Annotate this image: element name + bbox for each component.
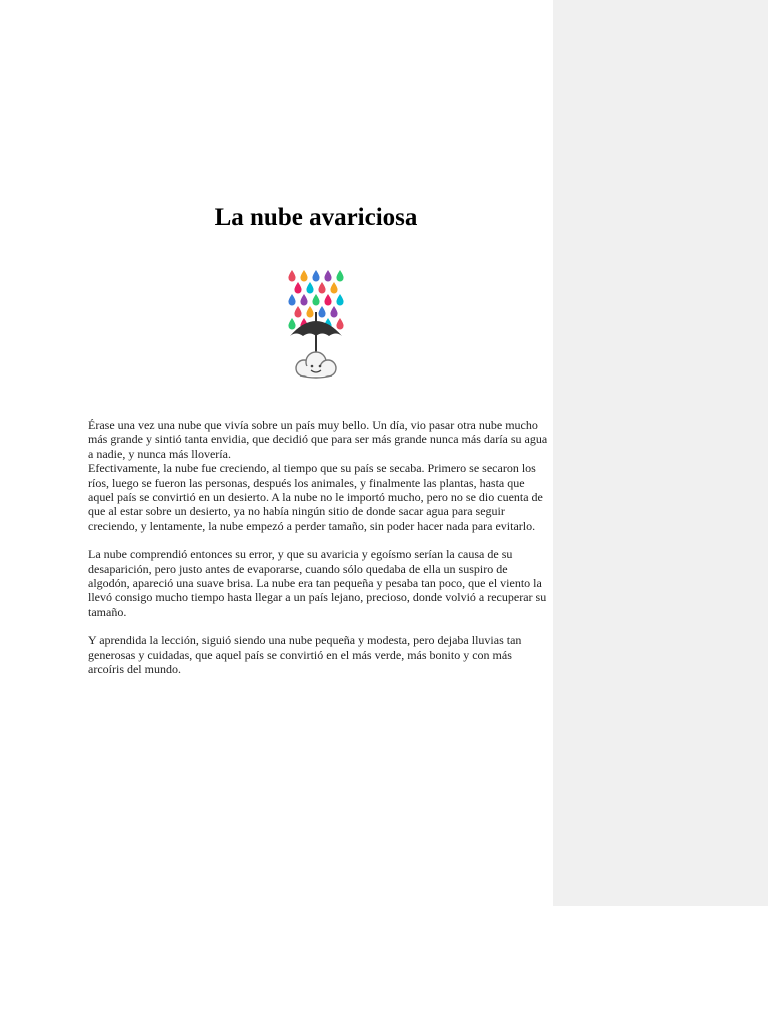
- raindrop: [288, 270, 295, 282]
- story-paragraph-3: La nube comprendió entonces su error, y que su avaricia y egoísmo serían la causa de su desaparición, pero justo antes de evaporarse, cuando sólo quedaba de ella un suspiro de algodón, apareció una suave brisa. La nube era tan pequeña y pesaba tan poco, que el viento la llevó consigo mucho tiempo hasta llegar a un país lejano, precioso, donde volvió a recuperar su tamaño.: [88, 547, 547, 619]
- comment-pane: [553, 0, 768, 906]
- raindrop: [336, 294, 343, 306]
- raindrop: [300, 294, 307, 306]
- raindrop: [306, 282, 313, 294]
- raindrop: [288, 294, 295, 306]
- raindrop: [294, 306, 301, 318]
- raindrop: [330, 306, 337, 318]
- page-title: La nube avariciosa: [214, 204, 418, 231]
- raindrop: [288, 318, 295, 330]
- raindrop: [294, 282, 301, 294]
- raindrop: [318, 306, 325, 318]
- raindrop: [336, 318, 343, 330]
- rain-umbrella-cloud-icon: [252, 262, 380, 390]
- raindrop: [312, 294, 319, 306]
- raindrop: [330, 282, 337, 294]
- raindrop: [306, 306, 313, 318]
- raindrop: [318, 282, 325, 294]
- raindrop: [324, 294, 331, 306]
- raindrop: [324, 270, 331, 282]
- raindrop: [300, 270, 307, 282]
- story-body: [88, 418, 548, 677]
- raindrop: [336, 270, 343, 282]
- cloud-face: [296, 352, 336, 378]
- story-paragraph-1: Érase una vez una nube que vivía sobre un país muy bello. Un día, vio pasar otra nube mucho más grande y sintió tanta envidia, que decidió que para ser más grande nunca más daría su agua a nadie, y nunca más llovería.: [88, 418, 548, 461]
- story-paragraph-2: Efectivamente, la nube fue creciendo, al tiempo que su país se secaba. Primero se secaron los ríos, luego se fueron las personas, después los animales, y finalmente las plantas, hasta que aquel país se convirtió en un desierto. A la nube no le importó mucho, pero no se dio cuenta de que al estar sobre un desierto, ya no había ningún sitio de donde sacar agua para seguir creciendo, y lentamente, la nube empezó a perder tamaño, sin poder hacer nada para evitarlo.: [88, 461, 543, 533]
- story-paragraph-4: Y aprendida la lección, siguió siendo una nube pequeña y modesta, pero dejaba lluvias tan generosas y cuidadas, que aquel país se convirtió en el más verde, más bonito y con más arcoíris del mundo.: [88, 633, 522, 677]
- raindrop: [312, 270, 319, 282]
